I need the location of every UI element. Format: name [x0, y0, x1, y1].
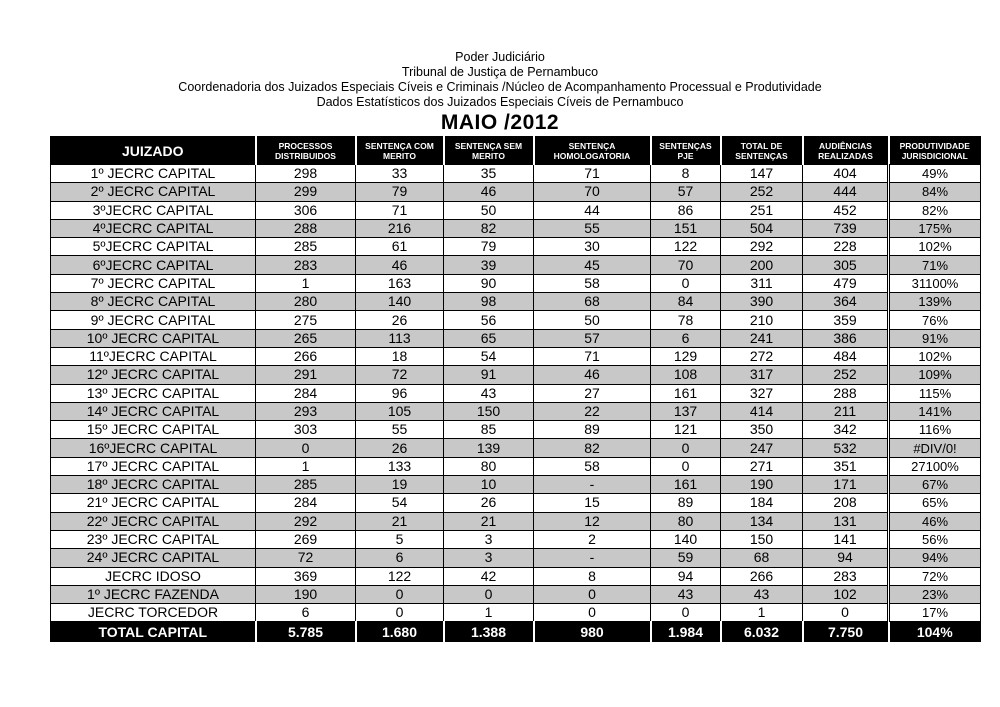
table-cell: 82: [534, 439, 651, 457]
juizado-name-cell: 3ºJECRC CAPITAL: [51, 201, 256, 219]
table-cell: 102: [803, 585, 889, 603]
page-title: MAIO /2012: [440, 111, 560, 134]
total-label: TOTAL CAPITAL: [51, 622, 256, 642]
column-header: SENTENÇA SEM MERITO: [444, 137, 534, 165]
table-cell: 90: [444, 274, 534, 292]
table-cell: 283: [256, 256, 356, 274]
table-cell: 200: [721, 256, 803, 274]
table-row: [51, 238, 981, 256]
juizado-name-cell: 24º JECRC CAPITAL: [51, 549, 256, 567]
table-cell: 42: [444, 567, 534, 585]
table-cell: -: [534, 476, 651, 494]
total-cell: 980: [534, 622, 651, 642]
table-cell: 50: [444, 201, 534, 219]
table-cell: 265: [256, 329, 356, 347]
table-row: [51, 494, 981, 512]
productivity-cell: 109%: [889, 366, 981, 384]
table-cell: 131: [803, 512, 889, 530]
productivity-cell: 17%: [889, 604, 981, 622]
table-row: [51, 366, 981, 384]
table-cell: 80: [444, 457, 534, 475]
table-cell: 386: [803, 329, 889, 347]
table-cell: 56: [444, 311, 534, 329]
table-row: [51, 457, 981, 475]
table-cell: 19: [356, 476, 444, 494]
table-cell: 72: [256, 549, 356, 567]
total-cell: 1.388: [444, 622, 534, 642]
table-cell: 288: [803, 384, 889, 402]
table-cell: 1: [721, 604, 803, 622]
productivity-cell: 76%: [889, 311, 981, 329]
table-cell: 91: [444, 366, 534, 384]
table-cell: 1: [444, 604, 534, 622]
productivity-cell: #DIV/0!: [889, 439, 981, 457]
productivity-cell: 23%: [889, 585, 981, 603]
total-row: [51, 622, 981, 642]
column-header: SENTENÇA COM MERITO: [356, 137, 444, 165]
table-cell: 54: [444, 347, 534, 365]
table-cell: 0: [803, 604, 889, 622]
total-cell: 7.750: [803, 622, 889, 642]
table-cell: 8: [534, 567, 651, 585]
table-cell: 1: [256, 274, 356, 292]
juizado-name-cell: 23º JECRC CAPITAL: [51, 530, 256, 548]
productivity-cell: 102%: [889, 238, 981, 256]
juizado-name-cell: 11ºJECRC CAPITAL: [51, 347, 256, 365]
table-cell: 241: [721, 329, 803, 347]
column-header: SENTENÇA HOMOLOGATORIA: [534, 137, 651, 165]
table-cell: 390: [721, 293, 803, 311]
table-row: [51, 384, 981, 402]
table-cell: 150: [444, 402, 534, 420]
table-cell: 342: [803, 421, 889, 439]
table-cell: 292: [256, 512, 356, 530]
table-cell: 0: [256, 439, 356, 457]
juizado-name-cell: 5ºJECRC CAPITAL: [51, 238, 256, 256]
table-cell: 26: [356, 439, 444, 457]
table-cell: 266: [256, 347, 356, 365]
table-cell: 452: [803, 201, 889, 219]
table-cell: 288: [256, 219, 356, 237]
table-cell: 79: [444, 238, 534, 256]
table-cell: 251: [721, 201, 803, 219]
table-cell: 50: [534, 311, 651, 329]
table-cell: 8: [651, 165, 721, 183]
table-cell: 171: [803, 476, 889, 494]
table-cell: 84: [651, 293, 721, 311]
statistics-table: [50, 136, 981, 642]
table-cell: 134: [721, 512, 803, 530]
table-cell: 228: [803, 238, 889, 256]
table-cell: 89: [534, 421, 651, 439]
table-cell: 216: [356, 219, 444, 237]
table-cell: 122: [356, 567, 444, 585]
table-cell: 280: [256, 293, 356, 311]
table-cell: 532: [803, 439, 889, 457]
juizado-name-cell: 9º JECRC CAPITAL: [51, 311, 256, 329]
productivity-cell: 49%: [889, 165, 981, 183]
productivity-cell: 67%: [889, 476, 981, 494]
juizado-name-cell: 7º JECRC CAPITAL: [51, 274, 256, 292]
table-cell: 68: [721, 549, 803, 567]
column-header: AUDIÊNCIAS REALIZADAS: [803, 137, 889, 165]
total-cell: 6.032: [721, 622, 803, 642]
table-cell: 46: [534, 366, 651, 384]
table-cell: -: [534, 549, 651, 567]
table-cell: 269: [256, 530, 356, 548]
table-cell: 305: [803, 256, 889, 274]
table-cell: 21: [444, 512, 534, 530]
table-cell: 57: [651, 183, 721, 201]
table-cell: 252: [803, 366, 889, 384]
table-cell: 122: [651, 238, 721, 256]
juizado-name-cell: 6ºJECRC CAPITAL: [51, 256, 256, 274]
table-cell: 65: [444, 329, 534, 347]
table-row: [51, 402, 981, 420]
juizado-name-cell: 12º JECRC CAPITAL: [51, 366, 256, 384]
table-header-row: [51, 137, 981, 165]
juizado-name-cell: 4ºJECRC CAPITAL: [51, 219, 256, 237]
juizado-name-cell: 2º JECRC CAPITAL: [51, 183, 256, 201]
table-cell: 33: [356, 165, 444, 183]
table-cell: 46: [444, 183, 534, 201]
table-cell: 71: [356, 201, 444, 219]
table-cell: 70: [651, 256, 721, 274]
table-row: [51, 476, 981, 494]
table-cell: 30: [534, 238, 651, 256]
table-cell: 350: [721, 421, 803, 439]
table-cell: 0: [651, 604, 721, 622]
table-cell: 133: [356, 457, 444, 475]
table-row: [51, 549, 981, 567]
table-cell: 82: [444, 219, 534, 237]
table-row: [51, 512, 981, 530]
column-header: TOTAL DE SENTENÇAS: [721, 137, 803, 165]
productivity-cell: 31100%: [889, 274, 981, 292]
table-cell: 147: [721, 165, 803, 183]
table-cell: 739: [803, 219, 889, 237]
table-cell: 6: [356, 549, 444, 567]
table-cell: 15: [534, 494, 651, 512]
juizado-name-cell: 15º JECRC CAPITAL: [51, 421, 256, 439]
table-cell: 71: [534, 165, 651, 183]
table-cell: 71: [534, 347, 651, 365]
table-cell: 283: [803, 567, 889, 585]
table-row: [51, 311, 981, 329]
juizado-name-cell: 1º JECRC CAPITAL: [51, 165, 256, 183]
table-cell: 208: [803, 494, 889, 512]
table-cell: 484: [803, 347, 889, 365]
table-cell: 22: [534, 402, 651, 420]
table-cell: 284: [256, 384, 356, 402]
table-cell: 303: [256, 421, 356, 439]
table-cell: 306: [256, 201, 356, 219]
table-cell: 211: [803, 402, 889, 420]
table-cell: 0: [651, 457, 721, 475]
table-cell: 210: [721, 311, 803, 329]
table-cell: 0: [534, 604, 651, 622]
table-cell: 298: [256, 165, 356, 183]
table-cell: 27: [534, 384, 651, 402]
juizado-name-cell: JECRC IDOSO: [51, 567, 256, 585]
table-cell: 285: [256, 238, 356, 256]
table-row: [51, 439, 981, 457]
table-row: [51, 219, 981, 237]
productivity-cell: 102%: [889, 347, 981, 365]
table-cell: 140: [356, 293, 444, 311]
productivity-cell: 116%: [889, 421, 981, 439]
table-cell: 89: [651, 494, 721, 512]
table-cell: 247: [721, 439, 803, 457]
table-row: [51, 165, 981, 183]
table-cell: 39: [444, 256, 534, 274]
total-cell: 1.680: [356, 622, 444, 642]
table-row: [51, 274, 981, 292]
table-row: [51, 293, 981, 311]
table-row: [51, 530, 981, 548]
table-cell: 3: [444, 549, 534, 567]
table-cell: 70: [534, 183, 651, 201]
table-row: [51, 347, 981, 365]
table-cell: 98: [444, 293, 534, 311]
header-line-3: Coordenadoria dos Juizados Especiais Cíveis e Criminais /Núcleo de Acompanhamento Processual e Produtividade: [178, 80, 822, 94]
table-cell: 105: [356, 402, 444, 420]
table-cell: 351: [803, 457, 889, 475]
table-cell: 58: [534, 457, 651, 475]
table-cell: 404: [803, 165, 889, 183]
header-line-1: Poder Judiciário: [455, 50, 545, 64]
table-cell: 43: [721, 585, 803, 603]
column-header: SENTENÇAS PJE: [651, 137, 721, 165]
table-cell: 1: [256, 457, 356, 475]
table-cell: 140: [651, 530, 721, 548]
table-cell: 369: [256, 567, 356, 585]
table-cell: 0: [444, 585, 534, 603]
productivity-cell: 72%: [889, 567, 981, 585]
table-cell: 150: [721, 530, 803, 548]
table-cell: 58: [534, 274, 651, 292]
table-cell: 108: [651, 366, 721, 384]
total-cell: 104%: [889, 622, 981, 642]
table-row: [51, 329, 981, 347]
table-cell: 161: [651, 384, 721, 402]
table-cell: 190: [256, 585, 356, 603]
table-cell: 94: [651, 567, 721, 585]
table-cell: 57: [534, 329, 651, 347]
table-cell: 43: [444, 384, 534, 402]
table-cell: 271: [721, 457, 803, 475]
table-cell: 78: [651, 311, 721, 329]
juizado-name-cell: 8º JECRC CAPITAL: [51, 293, 256, 311]
table-cell: 72: [356, 366, 444, 384]
table-cell: 6: [256, 604, 356, 622]
table-cell: 68: [534, 293, 651, 311]
column-header: PROCESSOS DISTRIBUIDOS: [256, 137, 356, 165]
juizado-name-cell: 22º JECRC CAPITAL: [51, 512, 256, 530]
table-cell: 94: [803, 549, 889, 567]
table-cell: 359: [803, 311, 889, 329]
juizado-name-cell: 16ºJECRC CAPITAL: [51, 439, 256, 457]
productivity-cell: 141%: [889, 402, 981, 420]
productivity-cell: 71%: [889, 256, 981, 274]
table-cell: 96: [356, 384, 444, 402]
table-cell: 43: [651, 585, 721, 603]
table-cell: 0: [534, 585, 651, 603]
table-cell: 479: [803, 274, 889, 292]
table-cell: 5: [356, 530, 444, 548]
table-cell: 54: [356, 494, 444, 512]
table-cell: 3: [444, 530, 534, 548]
productivity-cell: 27100%: [889, 457, 981, 475]
table-cell: 10: [444, 476, 534, 494]
header-line-2: Tribunal de Justiça de Pernambuco: [401, 65, 599, 79]
table-cell: 184: [721, 494, 803, 512]
table-cell: 85: [444, 421, 534, 439]
table-row: [51, 183, 981, 201]
productivity-cell: 56%: [889, 530, 981, 548]
table-cell: 275: [256, 311, 356, 329]
table-row: [51, 585, 981, 603]
table-cell: 414: [721, 402, 803, 420]
juizado-name-cell: 17º JECRC CAPITAL: [51, 457, 256, 475]
table-cell: 266: [721, 567, 803, 585]
productivity-cell: 82%: [889, 201, 981, 219]
table-cell: 291: [256, 366, 356, 384]
table-cell: 35: [444, 165, 534, 183]
table-cell: 292: [721, 238, 803, 256]
table-cell: 0: [356, 604, 444, 622]
productivity-cell: 84%: [889, 183, 981, 201]
table-cell: 161: [651, 476, 721, 494]
table-cell: 285: [256, 476, 356, 494]
table-cell: 364: [803, 293, 889, 311]
productivity-cell: 46%: [889, 512, 981, 530]
table-cell: 26: [444, 494, 534, 512]
table-cell: 151: [651, 219, 721, 237]
table-cell: 141: [803, 530, 889, 548]
table-cell: 190: [721, 476, 803, 494]
juizado-name-cell: 13º JECRC CAPITAL: [51, 384, 256, 402]
productivity-cell: 91%: [889, 329, 981, 347]
table-cell: 46: [356, 256, 444, 274]
table-cell: 284: [256, 494, 356, 512]
table-cell: 55: [356, 421, 444, 439]
table-cell: 444: [803, 183, 889, 201]
table-cell: 26: [356, 311, 444, 329]
productivity-cell: 115%: [889, 384, 981, 402]
table-cell: 0: [356, 585, 444, 603]
juizado-name-cell: 21º JECRC CAPITAL: [51, 494, 256, 512]
table-cell: 55: [534, 219, 651, 237]
juizado-name-cell: 1º JECRC FAZENDA: [51, 585, 256, 603]
juizado-name-cell: JECRC TORCEDOR: [51, 604, 256, 622]
juizado-name-cell: 18º JECRC CAPITAL: [51, 476, 256, 494]
table-cell: 317: [721, 366, 803, 384]
table-cell: 0: [651, 274, 721, 292]
table-cell: 12: [534, 512, 651, 530]
total-cell: 1.984: [651, 622, 721, 642]
table-cell: 327: [721, 384, 803, 402]
table-cell: 272: [721, 347, 803, 365]
table-cell: 18: [356, 347, 444, 365]
table-cell: 252: [721, 183, 803, 201]
productivity-cell: 94%: [889, 549, 981, 567]
table-cell: 137: [651, 402, 721, 420]
table-cell: 129: [651, 347, 721, 365]
table-cell: 79: [356, 183, 444, 201]
table-cell: 21: [356, 512, 444, 530]
table-cell: 113: [356, 329, 444, 347]
header-line-4: Dados Estatísticos dos Juizados Especiais Cíveis de Pernambuco: [316, 95, 684, 109]
juizado-name-cell: 10º JECRC CAPITAL: [51, 329, 256, 347]
table-cell: 6: [651, 329, 721, 347]
table-cell: 86: [651, 201, 721, 219]
productivity-cell: 175%: [889, 219, 981, 237]
table-cell: 293: [256, 402, 356, 420]
table-cell: 45: [534, 256, 651, 274]
table-row: [51, 604, 981, 622]
table-cell: 44: [534, 201, 651, 219]
juizado-name-cell: 14º JECRC CAPITAL: [51, 402, 256, 420]
table-cell: 80: [651, 512, 721, 530]
productivity-cell: 65%: [889, 494, 981, 512]
table-cell: 121: [651, 421, 721, 439]
table-cell: 0: [651, 439, 721, 457]
table-cell: 299: [256, 183, 356, 201]
table-row: [51, 567, 981, 585]
table-cell: 59: [651, 549, 721, 567]
table-cell: 61: [356, 238, 444, 256]
column-header: JUIZADO: [51, 137, 256, 165]
productivity-cell: 139%: [889, 293, 981, 311]
table-row: [51, 256, 981, 274]
table-cell: 139: [444, 439, 534, 457]
table-cell: 2: [534, 530, 651, 548]
table-cell: 163: [356, 274, 444, 292]
total-cell: 5.785: [256, 622, 356, 642]
table-cell: 504: [721, 219, 803, 237]
table-row: [51, 201, 981, 219]
table-cell: 311: [721, 274, 803, 292]
table-row: [51, 421, 981, 439]
column-header: PRODUTIVIDADE JURISDICIONAL: [889, 137, 981, 165]
